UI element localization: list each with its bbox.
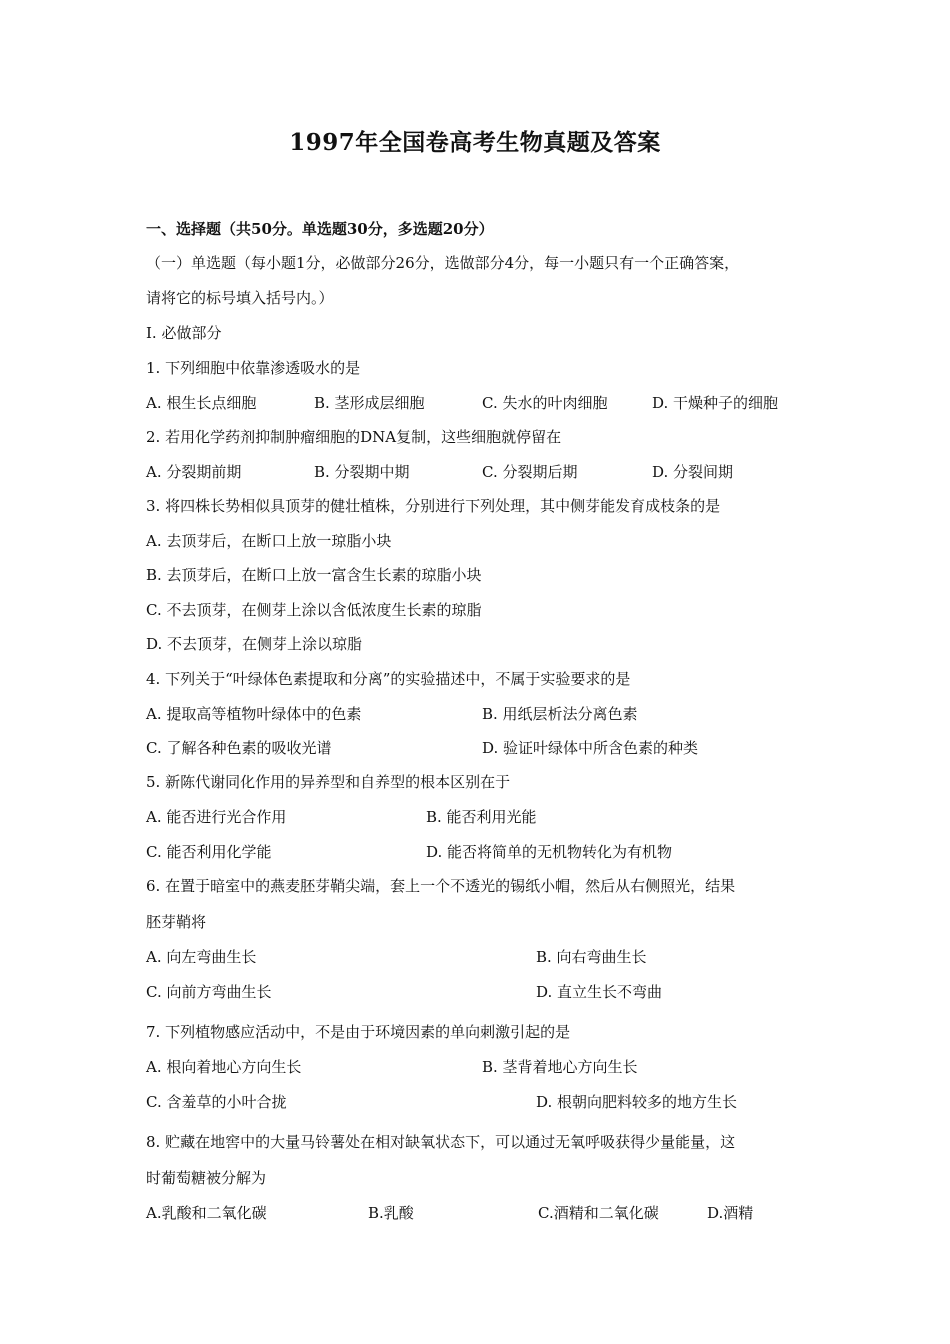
question-8-option-a: A.乳酸和二氧化碳 (146, 1204, 267, 1222)
question-7-option-a: A. 根向着地心方向生长 (146, 1058, 302, 1076)
question-1-option-c: C. 失水的叶肉细胞 (482, 394, 608, 412)
question-4-option-c: C. 了解各种色素的吸收光谱 (146, 739, 332, 757)
question-2-stem: 2. 若用化学药剂抑制肿瘤细胞的DNA复制，这些细胞就停留在 (146, 428, 562, 446)
question-7-stem: 7. 下列植物感应活动中，不是由于环境因素的单向刺激引起的是 (146, 1023, 571, 1041)
question-1-option-b: B. 茎形成层细胞 (314, 394, 425, 412)
question-3-option-c: C. 不去顶芽，在侧芽上涂以含低浓度生长素的琼脂 (146, 601, 482, 619)
question-3-option-b: B. 去顶芽后，在断口上放一富含生长素的琼脂小块 (146, 566, 482, 584)
question-3-option-d: D. 不去顶芽，在侧芽上涂以琼脂 (146, 635, 363, 653)
question-5-option-b: B. 能否利用光能 (426, 808, 537, 826)
question-7-option-d: D. 根朝向肥料较多的地方生长 (536, 1093, 738, 1111)
document-title: 1997年全国卷高考生物真题及答案 (289, 129, 661, 156)
question-4-option-a: A. 提取高等植物叶绿体中的色素 (146, 705, 362, 723)
question-4-option-d: D. 验证叶绿体中所含色素的种类 (482, 739, 699, 757)
question-5-option-a: A. 能否进行光合作用 (146, 808, 287, 826)
question-2-option-b: B. 分裂期中期 (314, 463, 410, 481)
question-2-option-a: A. 分裂期前期 (146, 463, 242, 481)
question-6-option-a: A. 向左弯曲生长 (146, 948, 257, 966)
instructions-line-2: 请将它的标号填入括号内。） (146, 289, 334, 307)
question-5-option-d: D. 能否将简单的无机物转化为有机物 (426, 843, 673, 861)
question-8-stem-line-1: 8. 贮藏在地窖中的大量马铃薯处在相对缺氧状态下，可以通过无氧呼吸获得少量能量，这 (146, 1133, 736, 1151)
question-6-stem-line-1: 6. 在置于暗室中的燕麦胚芽鞘尖端，套上一个不透光的锡纸小帽，然后从右侧照光，结果 (146, 877, 736, 895)
question-8-stem-line-2: 时葡萄糖被分解为 (146, 1169, 267, 1187)
question-8-option-b: B.乳酸 (368, 1204, 414, 1222)
question-4-stem: 4. 下列关于“叶绿体色素提取和分离”的实验描述中，不属于实验要求的是 (146, 670, 631, 688)
question-1-option-d: D. 干燥种子的细胞 (652, 394, 779, 412)
question-5-option-c: C. 能否利用化学能 (146, 843, 272, 861)
question-3-stem: 3. 将四株长势相似具顶芽的健壮植株，分别进行下列处理，其中侧芽能发育成枝条的是 (146, 497, 721, 515)
part-heading: I. 必做部分 (146, 324, 222, 342)
question-7-option-c: C. 含羞草的小叶合拢 (146, 1093, 287, 1111)
question-2-option-c: C. 分裂期后期 (482, 463, 578, 481)
question-6-option-c: C. 向前方弯曲生长 (146, 983, 272, 1001)
question-3-option-a: A. 去顶芽后，在断口上放一琼脂小块 (146, 532, 392, 550)
question-5-stem: 5. 新陈代谢同化作用的异养型和自养型的根本区别在于 (146, 773, 511, 791)
question-2-option-d: D. 分裂间期 (652, 463, 734, 481)
question-6-option-b: B. 向右弯曲生长 (536, 948, 647, 966)
instructions-line-1: （一）单选题（每小题1分，必做部分26分，选做部分4分，每一小题只有一个正确答案， (146, 254, 740, 272)
question-4-option-b: B. 用纸层析法分离色素 (482, 705, 638, 723)
question-8-option-d: D.酒精 (707, 1204, 754, 1222)
question-6-option-d: D. 直立生长不弯曲 (536, 983, 663, 1001)
question-1-stem: 1. 下列细胞中依靠渗透吸水的是 (146, 359, 361, 377)
section-heading: 一、选择题（共50分。单选题30分，多选题20分） (146, 220, 494, 238)
question-6-stem-line-2: 胚芽鞘将 (146, 913, 207, 931)
question-8-option-c: C.酒精和二氧化碳 (538, 1204, 659, 1222)
question-7-option-b: B. 茎背着地心方向生长 (482, 1058, 638, 1076)
question-1-option-a: A. 根生长点细胞 (146, 394, 257, 412)
